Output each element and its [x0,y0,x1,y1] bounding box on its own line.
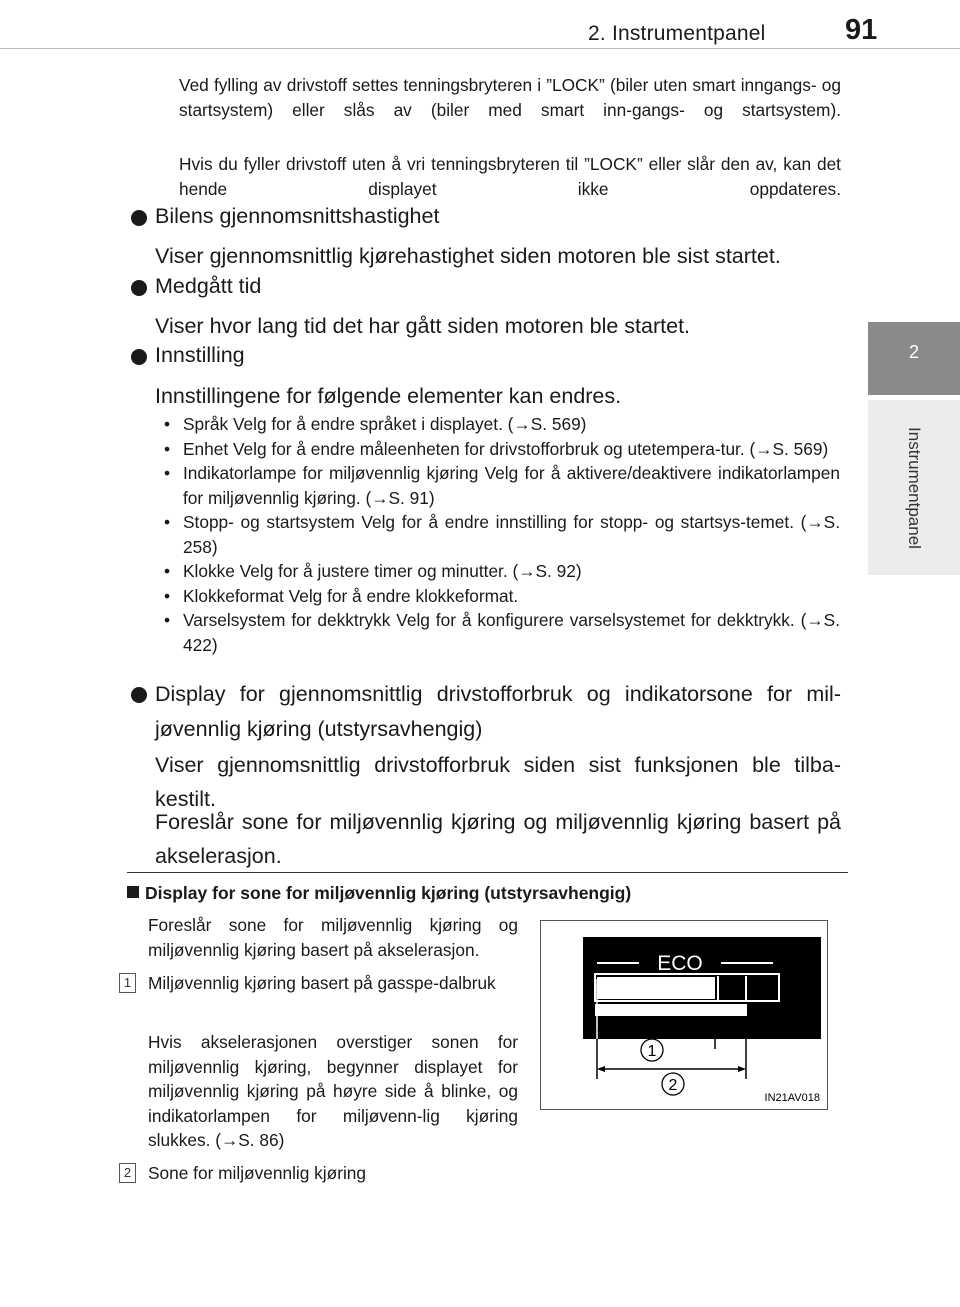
list-item: • Varselsystem for dekktrykk Velg for å konfigurere varselsystemet for dekktrykk. (→S. 422) [164,608,840,657]
subsection-intro: Foreslår sone for miljøvennlig kjøring og miljøvennlig kjøring basert på akselerasjon. [148,915,518,960]
bullet-icon [131,687,147,703]
section-body-settings: Innstillingene for følgende elementer kan endres. [155,384,622,408]
callout-number-2: 2 [119,1163,136,1183]
eco-display-illustration [541,921,827,1109]
list-item: • Indikatorlampe for miljøvennlig kjøring Velg for å aktivere/deaktivere indikatorlampen for miljøvennlig kjøring. (→S. 91) [164,461,840,510]
header-rule [0,48,960,49]
page-number: 91 [845,14,878,46]
chapter-tab-number: 2 [908,342,919,362]
note-paragraph-2: Hvis du fyller drivstoff uten å vri tenningsbryteren til ”LOCK” eller slår den av, kan det hende displayet ikke oppdateres. [179,154,841,199]
square-bullet-icon [127,886,139,898]
callout-label-2: 2 [668,1077,678,1094]
section-body-elapsed-time: Viser hvor lang tid det har gått siden motoren ble startet. [155,314,691,338]
section-body-fuel-eco-display-2: Foreslår sone for miljøvennlig kjøring og miljøvennlig kjøring basert på akselerasjon. [155,810,841,868]
arrowhead-icon [597,1066,605,1072]
chapter-tab-label: Instrumentpanel [905,426,924,549]
bullet-icon [131,210,147,226]
accelerator-usage-bar [597,977,715,999]
list-item: • Enhet Velg for å endre måleenheten for drivstofforbruk og utetempera-tur. (→S. 569) [164,437,840,462]
item-1-body: Hvis akselerasjonen overstiger sonen for miljøvennlig kjøring, begynner displayet for miljøvennlig kjøring på høyre side å blinke, og indikatorlampen for miljøvenn-lig kjøring slukkes. (→S. 86) [148,1032,518,1150]
item-2-title: Sone for miljøvennlig kjøring [148,1163,367,1183]
eco-zone-bar [595,1004,747,1016]
eco-display-figure [540,920,828,1110]
eco-label: ECO [657,952,703,975]
chapter-tab-label-box [868,400,960,575]
item-1-title: Miljøvennlig kjøring basert på gasspe-dalbruk [148,973,496,993]
section-title-fuel-eco-display: Display for gjennomsnittlig drivstofforbruk og indikatorsone for mil-jøvennlig kjøring (utstyrsavhengig) [155,682,841,741]
bullet-icon [131,349,147,365]
bullet-icon [131,280,147,296]
section-title-average-speed: Bilens gjennomsnittshastighet [155,204,440,228]
list-item: • Stopp- og startsystem Velg for å endre innstilling for stopp- og startsys-temet. (→S. 258) [164,510,840,559]
settings-list [164,412,840,657]
subsection-heading [127,883,631,904]
section-body-fuel-eco-display: Viser gjennomsnittlig drivstofforbruk siden sist funksjonen ble tilba-kestilt. [155,753,841,811]
section-divider [127,872,848,873]
section-body-average-speed: Viser gjennomsnittlig kjørehastighet siden motoren ble sist startet. [155,244,781,268]
subsection-heading-text: Display for sone for miljøvennlig kjøring (utstyrsavhengig) [145,883,632,903]
list-item: • Klokke Velg for å justere timer og minutter. (→S. 92) [164,559,840,584]
arrowhead-icon [738,1066,746,1072]
callout-number-1: 1 [119,973,136,993]
list-item: • Språk Velg for å endre språket i displayet. (→S. 569) [164,412,840,437]
note-paragraph-1: Ved fylling av drivstoff settes tenningsbryteren i ”LOCK” (biler uten smart inngangs- og startsystem) eller slås av (biler med smart inn-gangs- og startsystem). [179,75,841,120]
figure-code: IN21AV018 [764,1092,820,1104]
section-title-elapsed-time: Medgått tid [155,274,262,298]
running-header-section: 2. Instrumentpanel [588,22,766,45]
list-item: • Klokkeformat Velg for å endre klokkeformat. [164,584,840,609]
section-title-settings: Innstilling [155,343,245,367]
callout-label-1: 1 [647,1043,657,1060]
